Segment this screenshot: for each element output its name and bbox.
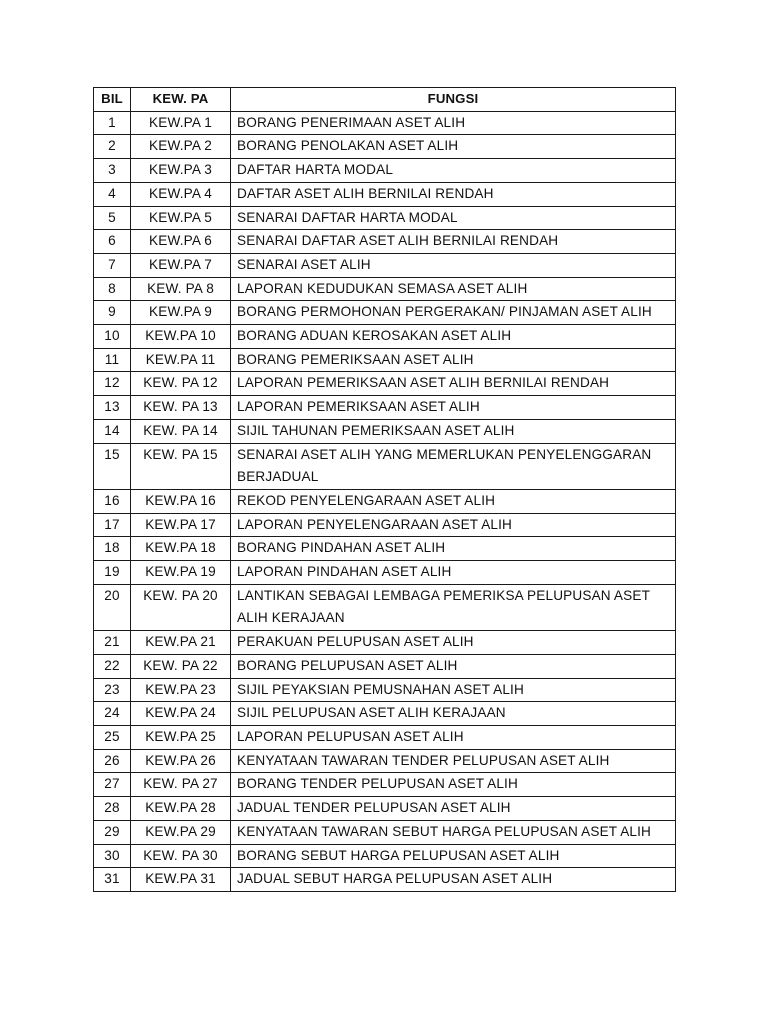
- cell-bil: 30: [94, 844, 131, 868]
- table-row: [94, 820, 676, 844]
- cell-bil: 27: [94, 773, 131, 797]
- cell-bil: 21: [94, 631, 131, 655]
- cell-bil: 28: [94, 797, 131, 821]
- cell-kew-pa: KEW.PA 4: [131, 182, 231, 206]
- table-row: [94, 749, 676, 773]
- cell-bil: 31: [94, 868, 131, 892]
- cell-bil: 10: [94, 325, 131, 349]
- cell-fungsi: KENYATAAN TAWARAN SEBUT HARGA PELUPUSAN ASET ALIH: [231, 820, 676, 844]
- header-bil: BIL: [94, 88, 131, 112]
- cell-bil: 6: [94, 230, 131, 254]
- cell-kew-pa: KEW.PA 17: [131, 513, 231, 537]
- table-row: [94, 844, 676, 868]
- cell-fungsi: KENYATAAN TAWARAN TENDER PELUPUSAN ASET ALIH: [231, 749, 676, 773]
- cell-bil: 12: [94, 372, 131, 396]
- cell-bil: 1: [94, 111, 131, 135]
- cell-bil: 26: [94, 749, 131, 773]
- table-row: [94, 654, 676, 678]
- table-row: [94, 443, 676, 489]
- cell-kew-pa: KEW.PA 29: [131, 820, 231, 844]
- cell-kew-pa: KEW.PA 9: [131, 301, 231, 325]
- cell-bil: 25: [94, 725, 131, 749]
- table-row: [94, 111, 676, 135]
- table-row: [94, 135, 676, 159]
- cell-bil: 23: [94, 678, 131, 702]
- table-row: [94, 277, 676, 301]
- cell-fungsi: DAFTAR HARTA MODAL: [231, 159, 676, 183]
- table-row: [94, 325, 676, 349]
- cell-bil: 2: [94, 135, 131, 159]
- cell-bil: 9: [94, 301, 131, 325]
- cell-fungsi: BORANG PENOLAKAN ASET ALIH: [231, 135, 676, 159]
- cell-bil: 8: [94, 277, 131, 301]
- table-row: [94, 797, 676, 821]
- table-body: [94, 111, 676, 891]
- table-row: [94, 702, 676, 726]
- cell-kew-pa: KEW.PA 5: [131, 206, 231, 230]
- table-row: [94, 301, 676, 325]
- cell-bil: 18: [94, 537, 131, 561]
- cell-kew-pa: KEW.PA 10: [131, 325, 231, 349]
- cell-kew-pa: KEW.PA 19: [131, 561, 231, 585]
- cell-fungsi: LANTIKAN SEBAGAI LEMBAGA PEMERIKSA PELUPUSAN ASET ALIH KERAJAAN: [231, 584, 676, 630]
- cell-kew-pa: KEW.PA 7: [131, 253, 231, 277]
- cell-kew-pa: KEW.PA 16: [131, 489, 231, 513]
- cell-fungsi: DAFTAR ASET ALIH BERNILAI RENDAH: [231, 182, 676, 206]
- table-row: [94, 253, 676, 277]
- cell-kew-pa: KEW.PA 18: [131, 537, 231, 561]
- cell-fungsi: LAPORAN PINDAHAN ASET ALIH: [231, 561, 676, 585]
- cell-fungsi: BORANG ADUAN KEROSAKAN ASET ALIH: [231, 325, 676, 349]
- cell-kew-pa: KEW.PA 6: [131, 230, 231, 254]
- cell-fungsi: JADUAL SEBUT HARGA PELUPUSAN ASET ALIH: [231, 868, 676, 892]
- cell-fungsi: PERAKUAN PELUPUSAN ASET ALIH: [231, 631, 676, 655]
- cell-kew-pa: KEW. PA 12: [131, 372, 231, 396]
- cell-kew-pa: KEW.PA 24: [131, 702, 231, 726]
- cell-fungsi: BORANG PELUPUSAN ASET ALIH: [231, 654, 676, 678]
- cell-kew-pa: KEW. PA 13: [131, 396, 231, 420]
- table-row: [94, 396, 676, 420]
- table-row: [94, 372, 676, 396]
- table-row: [94, 159, 676, 183]
- cell-fungsi: SENARAI ASET ALIH: [231, 253, 676, 277]
- cell-fungsi: SIJIL PELUPUSAN ASET ALIH KERAJAAN: [231, 702, 676, 726]
- table-row: [94, 584, 676, 630]
- table-row: [94, 419, 676, 443]
- cell-kew-pa: KEW.PA 25: [131, 725, 231, 749]
- cell-bil: 19: [94, 561, 131, 585]
- table-row: [94, 489, 676, 513]
- cell-bil: 24: [94, 702, 131, 726]
- cell-fungsi: BORANG SEBUT HARGA PELUPUSAN ASET ALIH: [231, 844, 676, 868]
- cell-kew-pa: KEW. PA 14: [131, 419, 231, 443]
- cell-fungsi: LAPORAN PEMERIKSAAN ASET ALIH: [231, 396, 676, 420]
- table-row: [94, 230, 676, 254]
- cell-bil: 14: [94, 419, 131, 443]
- table-row: [94, 725, 676, 749]
- cell-fungsi: LAPORAN KEDUDUKAN SEMASA ASET ALIH: [231, 277, 676, 301]
- cell-fungsi: SENARAI DAFTAR ASET ALIH BERNILAI RENDAH: [231, 230, 676, 254]
- table-header-row: [94, 88, 676, 112]
- cell-fungsi: LAPORAN PEMERIKSAAN ASET ALIH BERNILAI RENDAH: [231, 372, 676, 396]
- cell-bil: 20: [94, 584, 131, 630]
- cell-kew-pa: KEW. PA 30: [131, 844, 231, 868]
- cell-bil: 22: [94, 654, 131, 678]
- cell-bil: 3: [94, 159, 131, 183]
- cell-fungsi: SIJIL PEYAKSIAN PEMUSNAHAN ASET ALIH: [231, 678, 676, 702]
- cell-fungsi: BORANG TENDER PELUPUSAN ASET ALIH: [231, 773, 676, 797]
- table-row: [94, 561, 676, 585]
- table-row: [94, 773, 676, 797]
- cell-bil: 5: [94, 206, 131, 230]
- cell-kew-pa: KEW.PA 21: [131, 631, 231, 655]
- cell-bil: 11: [94, 348, 131, 372]
- cell-kew-pa: KEW.PA 31: [131, 868, 231, 892]
- cell-kew-pa: KEW. PA 22: [131, 654, 231, 678]
- cell-kew-pa: KEW.PA 2: [131, 135, 231, 159]
- table-row: [94, 182, 676, 206]
- cell-fungsi: BORANG PERMOHONAN PERGERAKAN/ PINJAMAN ASET ALIH: [231, 301, 676, 325]
- cell-kew-pa: KEW. PA 8: [131, 277, 231, 301]
- header-kew-pa: KEW. PA: [131, 88, 231, 112]
- cell-kew-pa: KEW.PA 1: [131, 111, 231, 135]
- cell-fungsi: SENARAI DAFTAR HARTA MODAL: [231, 206, 676, 230]
- cell-fungsi: SENARAI ASET ALIH YANG MEMERLUKAN PENYELENGGARAN BERJADUAL: [231, 443, 676, 489]
- table-row: [94, 868, 676, 892]
- table-row: [94, 678, 676, 702]
- cell-kew-pa: KEW.PA 23: [131, 678, 231, 702]
- cell-kew-pa: KEW.PA 11: [131, 348, 231, 372]
- cell-fungsi: SIJIL TAHUNAN PEMERIKSAAN ASET ALIH: [231, 419, 676, 443]
- cell-bil: 7: [94, 253, 131, 277]
- table-row: [94, 537, 676, 561]
- cell-bil: 4: [94, 182, 131, 206]
- cell-fungsi: REKOD PENYELENGARAAN ASET ALIH: [231, 489, 676, 513]
- table-row: [94, 631, 676, 655]
- header-fungsi: FUNGSI: [231, 88, 676, 112]
- cell-fungsi: BORANG PENERIMAAN ASET ALIH: [231, 111, 676, 135]
- cell-fungsi: BORANG PEMERIKSAAN ASET ALIH: [231, 348, 676, 372]
- cell-kew-pa: KEW. PA 15: [131, 443, 231, 489]
- table-row: [94, 206, 676, 230]
- cell-bil: 13: [94, 396, 131, 420]
- cell-kew-pa: KEW.PA 28: [131, 797, 231, 821]
- table-row: [94, 348, 676, 372]
- cell-fungsi: LAPORAN PELUPUSAN ASET ALIH: [231, 725, 676, 749]
- cell-bil: 16: [94, 489, 131, 513]
- cell-kew-pa: KEW.PA 3: [131, 159, 231, 183]
- cell-fungsi: JADUAL TENDER PELUPUSAN ASET ALIH: [231, 797, 676, 821]
- cell-fungsi: LAPORAN PENYELENGARAAN ASET ALIH: [231, 513, 676, 537]
- cell-bil: 29: [94, 820, 131, 844]
- cell-kew-pa: KEW. PA 27: [131, 773, 231, 797]
- table-row: [94, 513, 676, 537]
- cell-kew-pa: KEW.PA 26: [131, 749, 231, 773]
- kew-pa-table: [93, 87, 676, 892]
- cell-kew-pa: KEW. PA 20: [131, 584, 231, 630]
- cell-bil: 15: [94, 443, 131, 489]
- cell-fungsi: BORANG PINDAHAN ASET ALIH: [231, 537, 676, 561]
- cell-bil: 17: [94, 513, 131, 537]
